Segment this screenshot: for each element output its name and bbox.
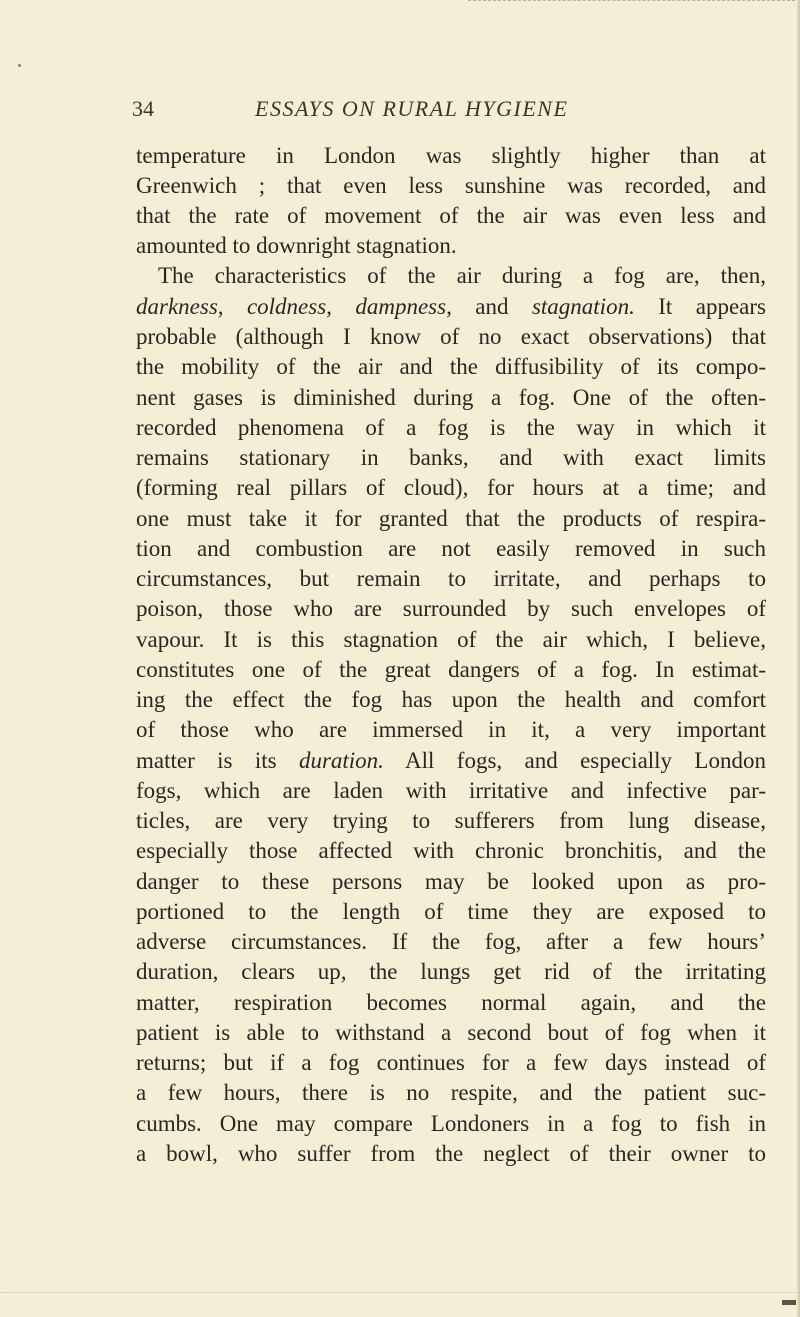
paper-speck xyxy=(18,64,21,67)
text-line: especially those affected with chronic bronchitis, and the xyxy=(136,838,766,863)
page-top-edge xyxy=(468,0,800,7)
text-line: vapour. It is this stagnation of the air which, I believe, xyxy=(136,627,766,652)
text-line: patient is able to withstand a second bout of fog when it xyxy=(136,1020,766,1045)
italic-term: duration. xyxy=(298,748,384,773)
text-fragment: matter is its xyxy=(136,748,299,773)
text-line xyxy=(136,291,766,323)
text-line: returns; but if a fog continues for a few days instead of xyxy=(136,1050,766,1075)
text-fragment: and xyxy=(451,294,532,319)
italic-terms: darkness, coldness, dampness, xyxy=(136,294,452,319)
text-line: amounted to downright stagnation. xyxy=(136,233,457,258)
page-number: 34 xyxy=(132,96,154,121)
text-line: circumstances, but remain to irritate, and perhaps to xyxy=(136,566,766,591)
text-line: Greenwich ; that even less sunshine was recorded, and xyxy=(136,173,766,198)
text-line: duration, clears up, the lungs get rid of the irritating xyxy=(136,959,766,984)
text-fragment: All fogs, and especially London xyxy=(383,748,766,773)
text-line: one must take it for granted that the products of respira- xyxy=(136,506,766,531)
text-line: (forming real pillars of cloud), for hours at a time; and xyxy=(136,475,766,500)
text-line: the mobility of the air and the diffusibility of its compo- xyxy=(136,354,766,379)
paragraph-start-line: The characteristics of the air during a fog are, then, xyxy=(158,263,766,288)
text-line: of those who are immersed in it, a very important xyxy=(136,717,766,742)
text-line: that the rate of movement of the air was even less and xyxy=(136,203,766,228)
text-line: portioned to the length of time they are exposed to xyxy=(136,899,766,924)
text-line xyxy=(136,745,766,777)
running-title: ESSAYS ON RURAL HYGIENE xyxy=(255,96,569,121)
text-line: ing the effect the fog has upon the health and comfort xyxy=(136,687,766,712)
text-line: poison, those who are surrounded by such envelopes of xyxy=(136,596,766,621)
text-line: nent gases is diminished during a fog. One of the often- xyxy=(136,385,766,410)
text-line: probable (although I know of no exact observations) that xyxy=(136,324,766,349)
italic-term: stagnation. xyxy=(531,294,635,319)
text-line: temperature in London was slightly higher than at xyxy=(136,143,766,168)
text-line: ticles, are very trying to sufferers from lung disease, xyxy=(136,808,766,833)
text-line: adverse circumstances. If the fog, after a few hours’ xyxy=(136,929,766,954)
text-line: matter, respiration becomes normal again, and the xyxy=(136,990,766,1015)
text-line: a bowl, who suffer from the neglect of their owner to xyxy=(136,1141,766,1166)
text-line: recorded phenomena of a fog is the way in which it xyxy=(136,415,766,440)
running-header xyxy=(0,96,800,120)
text-line: tion and combustion are not easily removed in such xyxy=(136,536,766,561)
corner-mark xyxy=(782,1300,796,1305)
text-line: a few hours, there is no respite, and the patient suc- xyxy=(136,1080,766,1105)
text-line: cumbs. One may compare Londoners in a fog to fish in xyxy=(136,1111,766,1136)
text-line: remains stationary in banks, and with exact limits xyxy=(136,445,766,470)
page-bottom-edge xyxy=(0,1292,800,1295)
text-line: danger to these persons may be looked upon as pro- xyxy=(136,869,766,894)
text-fragment: It appears xyxy=(634,294,766,319)
text-line: constitutes one of the great dangers of a fog. In estimat- xyxy=(136,657,766,682)
text-line: fogs, which are laden with irritative and infective par- xyxy=(136,778,766,803)
